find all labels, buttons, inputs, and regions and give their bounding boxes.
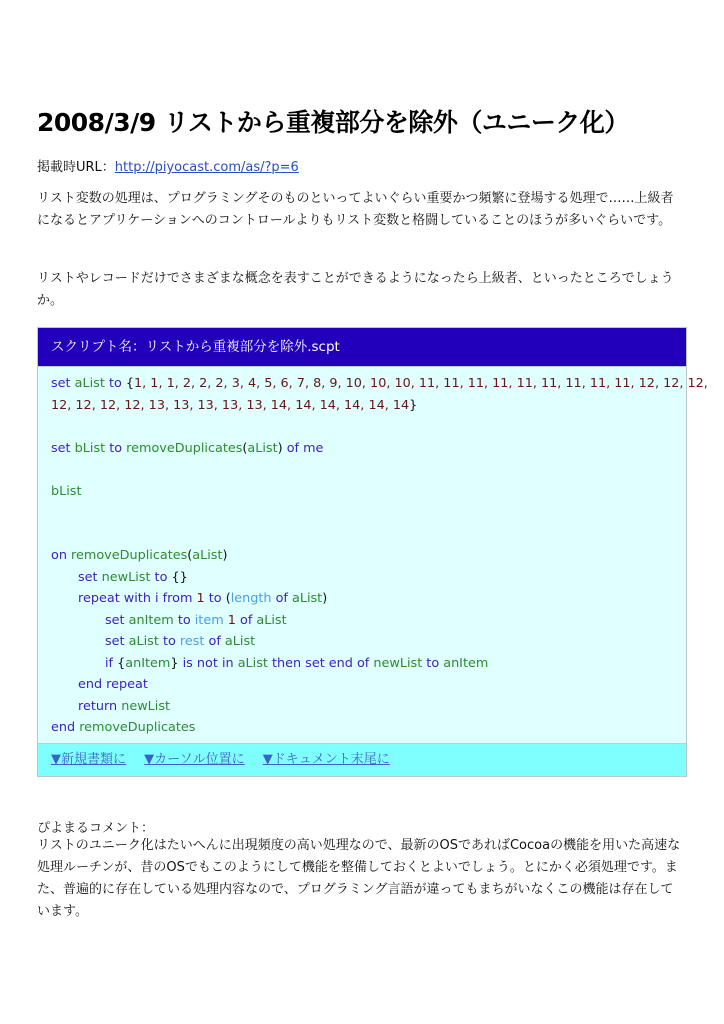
code-variable: aList (291, 591, 323, 606)
code-keyword: of (208, 634, 221, 649)
intro-paragraph-2: リストやレコードだけでさまざまな概念を表すことができるようになったら上級者、といったところでしょうか。 (37, 271, 674, 308)
code-keyword: set (78, 569, 98, 585)
code-paren: ) (222, 548, 228, 563)
code-keyword: to (426, 655, 440, 671)
code-keyword: on (51, 548, 67, 563)
code-line (51, 395, 673, 417)
intro-paragraph-1: リスト変数の処理は、プログラミングそのものといってよいぐらい重要かつ頻繁に登場する処理で……上級者になるとアプリケーションへのコントロールよりもリスト変数と格闘していることのほうが多いぐらいです。 (37, 191, 674, 228)
insert-at-cursor-link[interactable]: ▼カーソル位置に (144, 752, 245, 767)
code-property: item (194, 612, 224, 628)
code-keyword: end (51, 720, 76, 735)
code-line (51, 653, 673, 675)
code-line (51, 588, 673, 610)
code-line (51, 631, 673, 653)
code-variable: aList (237, 655, 268, 671)
code-variable: newList (373, 655, 423, 671)
code-empty-list: {} (171, 569, 188, 585)
code-variable: bList (51, 483, 82, 499)
source-url-line (37, 156, 299, 175)
code-handler: removeDuplicates (126, 440, 243, 456)
code-keyword: set (51, 440, 71, 456)
code-paren: ( (225, 591, 231, 606)
code-paren: ) (277, 440, 283, 456)
code-keyword: to (108, 376, 122, 391)
insert-at-end-link[interactable]: ▼ドキュメント末尾に (262, 752, 390, 767)
code-keyword: from (162, 591, 193, 606)
code-paren: ( (242, 440, 248, 456)
script-code (38, 366, 708, 743)
code-keyword: is not in (182, 655, 234, 671)
code-brace: } (170, 655, 179, 671)
code-keyword: end repeat (78, 677, 148, 692)
insert-new-document-link[interactable]: ▼新規書類に (51, 752, 126, 767)
code-keyword: set (51, 376, 71, 391)
code-property: length (230, 591, 272, 606)
comment-title: ぴよまるコメント： (37, 821, 155, 836)
code-keyword: then set end of (271, 655, 370, 671)
code-keyword: to (177, 612, 191, 628)
code-blank-line (51, 502, 673, 524)
code-handler: removeDuplicates (79, 720, 196, 735)
code-paren: ( (187, 548, 193, 563)
script-footer (38, 743, 686, 776)
code-variable: anItem (125, 655, 171, 671)
code-number: 1 (196, 591, 205, 606)
code-keyword: repeat with (78, 591, 151, 606)
code-numbers: 1, 1, 1, 2, 2, 2, 3, 4, 5, 6, 7, 8, 9, 10, 10, 10, 11, 11, 11, 11, 11, 11, 11, 11, 11, 12, 12, 12, (134, 376, 708, 391)
code-variable: aList (192, 548, 223, 563)
code-keyword: to (109, 440, 123, 456)
code-variable: aList (247, 440, 278, 456)
code-variable: newList (101, 569, 151, 585)
code-numbers: 12, 12, 12, 12, 13, 13, 13, 13, 13, 14, 14, 14, 14, 14, 14 (51, 397, 410, 413)
code-variable: aList (224, 634, 256, 649)
code-handler: removeDuplicates (71, 548, 188, 563)
code-variable: i (155, 591, 159, 606)
code-keyword: return (78, 698, 118, 714)
code-variable: aList (74, 376, 105, 391)
script-box (37, 327, 708, 777)
code-paren: ) (322, 591, 328, 606)
code-line (51, 610, 673, 632)
code-property: rest (179, 634, 205, 649)
code-line (51, 717, 673, 739)
code-variable: bList (74, 440, 106, 456)
code-keyword: to (162, 634, 176, 649)
script-name-header: スクリプト名：リストから重複部分を除外.scpt (38, 328, 686, 366)
code-variable: anItem (128, 612, 174, 628)
code-line (51, 545, 673, 567)
code-brace: { (117, 655, 126, 671)
code-keyword: to (154, 569, 168, 585)
code-keyword: of (239, 612, 253, 628)
code-variable: aList (128, 634, 159, 649)
code-line (51, 567, 673, 589)
code-line (51, 481, 673, 503)
code-brace: { (125, 376, 135, 391)
code-variable: newList (121, 698, 171, 714)
url-label: 掲載時URL： (37, 160, 115, 175)
code-variable: aList (256, 612, 287, 628)
code-number: 1 (227, 612, 236, 628)
source-url-link[interactable]: http://piyocast.com/as/?p=6 (114, 160, 299, 175)
code-keyword: if (105, 655, 114, 671)
code-blank-line (51, 459, 673, 481)
code-keyword: set (105, 612, 125, 628)
code-keyword: of me (286, 440, 324, 456)
code-blank-line (51, 416, 673, 438)
comment-body: リストのユニーク化はたいへんに出現頻度の高い処理なので、最新のOSであればCocoaの機能を用いた高速な処理ルーチンが、昔のOSでもこのようにして機能を整備しておくとよいでしょう。とにかく必須処理です。また、普遍的に存在している処理内容なので、プログラミング言語が違ってもまちがいなくこの機能は存在しています。 (37, 838, 681, 919)
code-variable: anItem (443, 655, 489, 671)
page-title: 2008/3/9 リストから重複部分を除外（ユニーク化） (37, 108, 629, 137)
code-line (51, 373, 708, 395)
code-keyword: to (208, 591, 222, 606)
code-keyword: set (105, 634, 125, 649)
code-line (51, 696, 673, 718)
code-brace: } (409, 397, 418, 413)
code-line (51, 438, 673, 460)
code-line (51, 674, 673, 696)
code-keyword: of (275, 591, 288, 606)
code-blank-line (51, 524, 673, 546)
